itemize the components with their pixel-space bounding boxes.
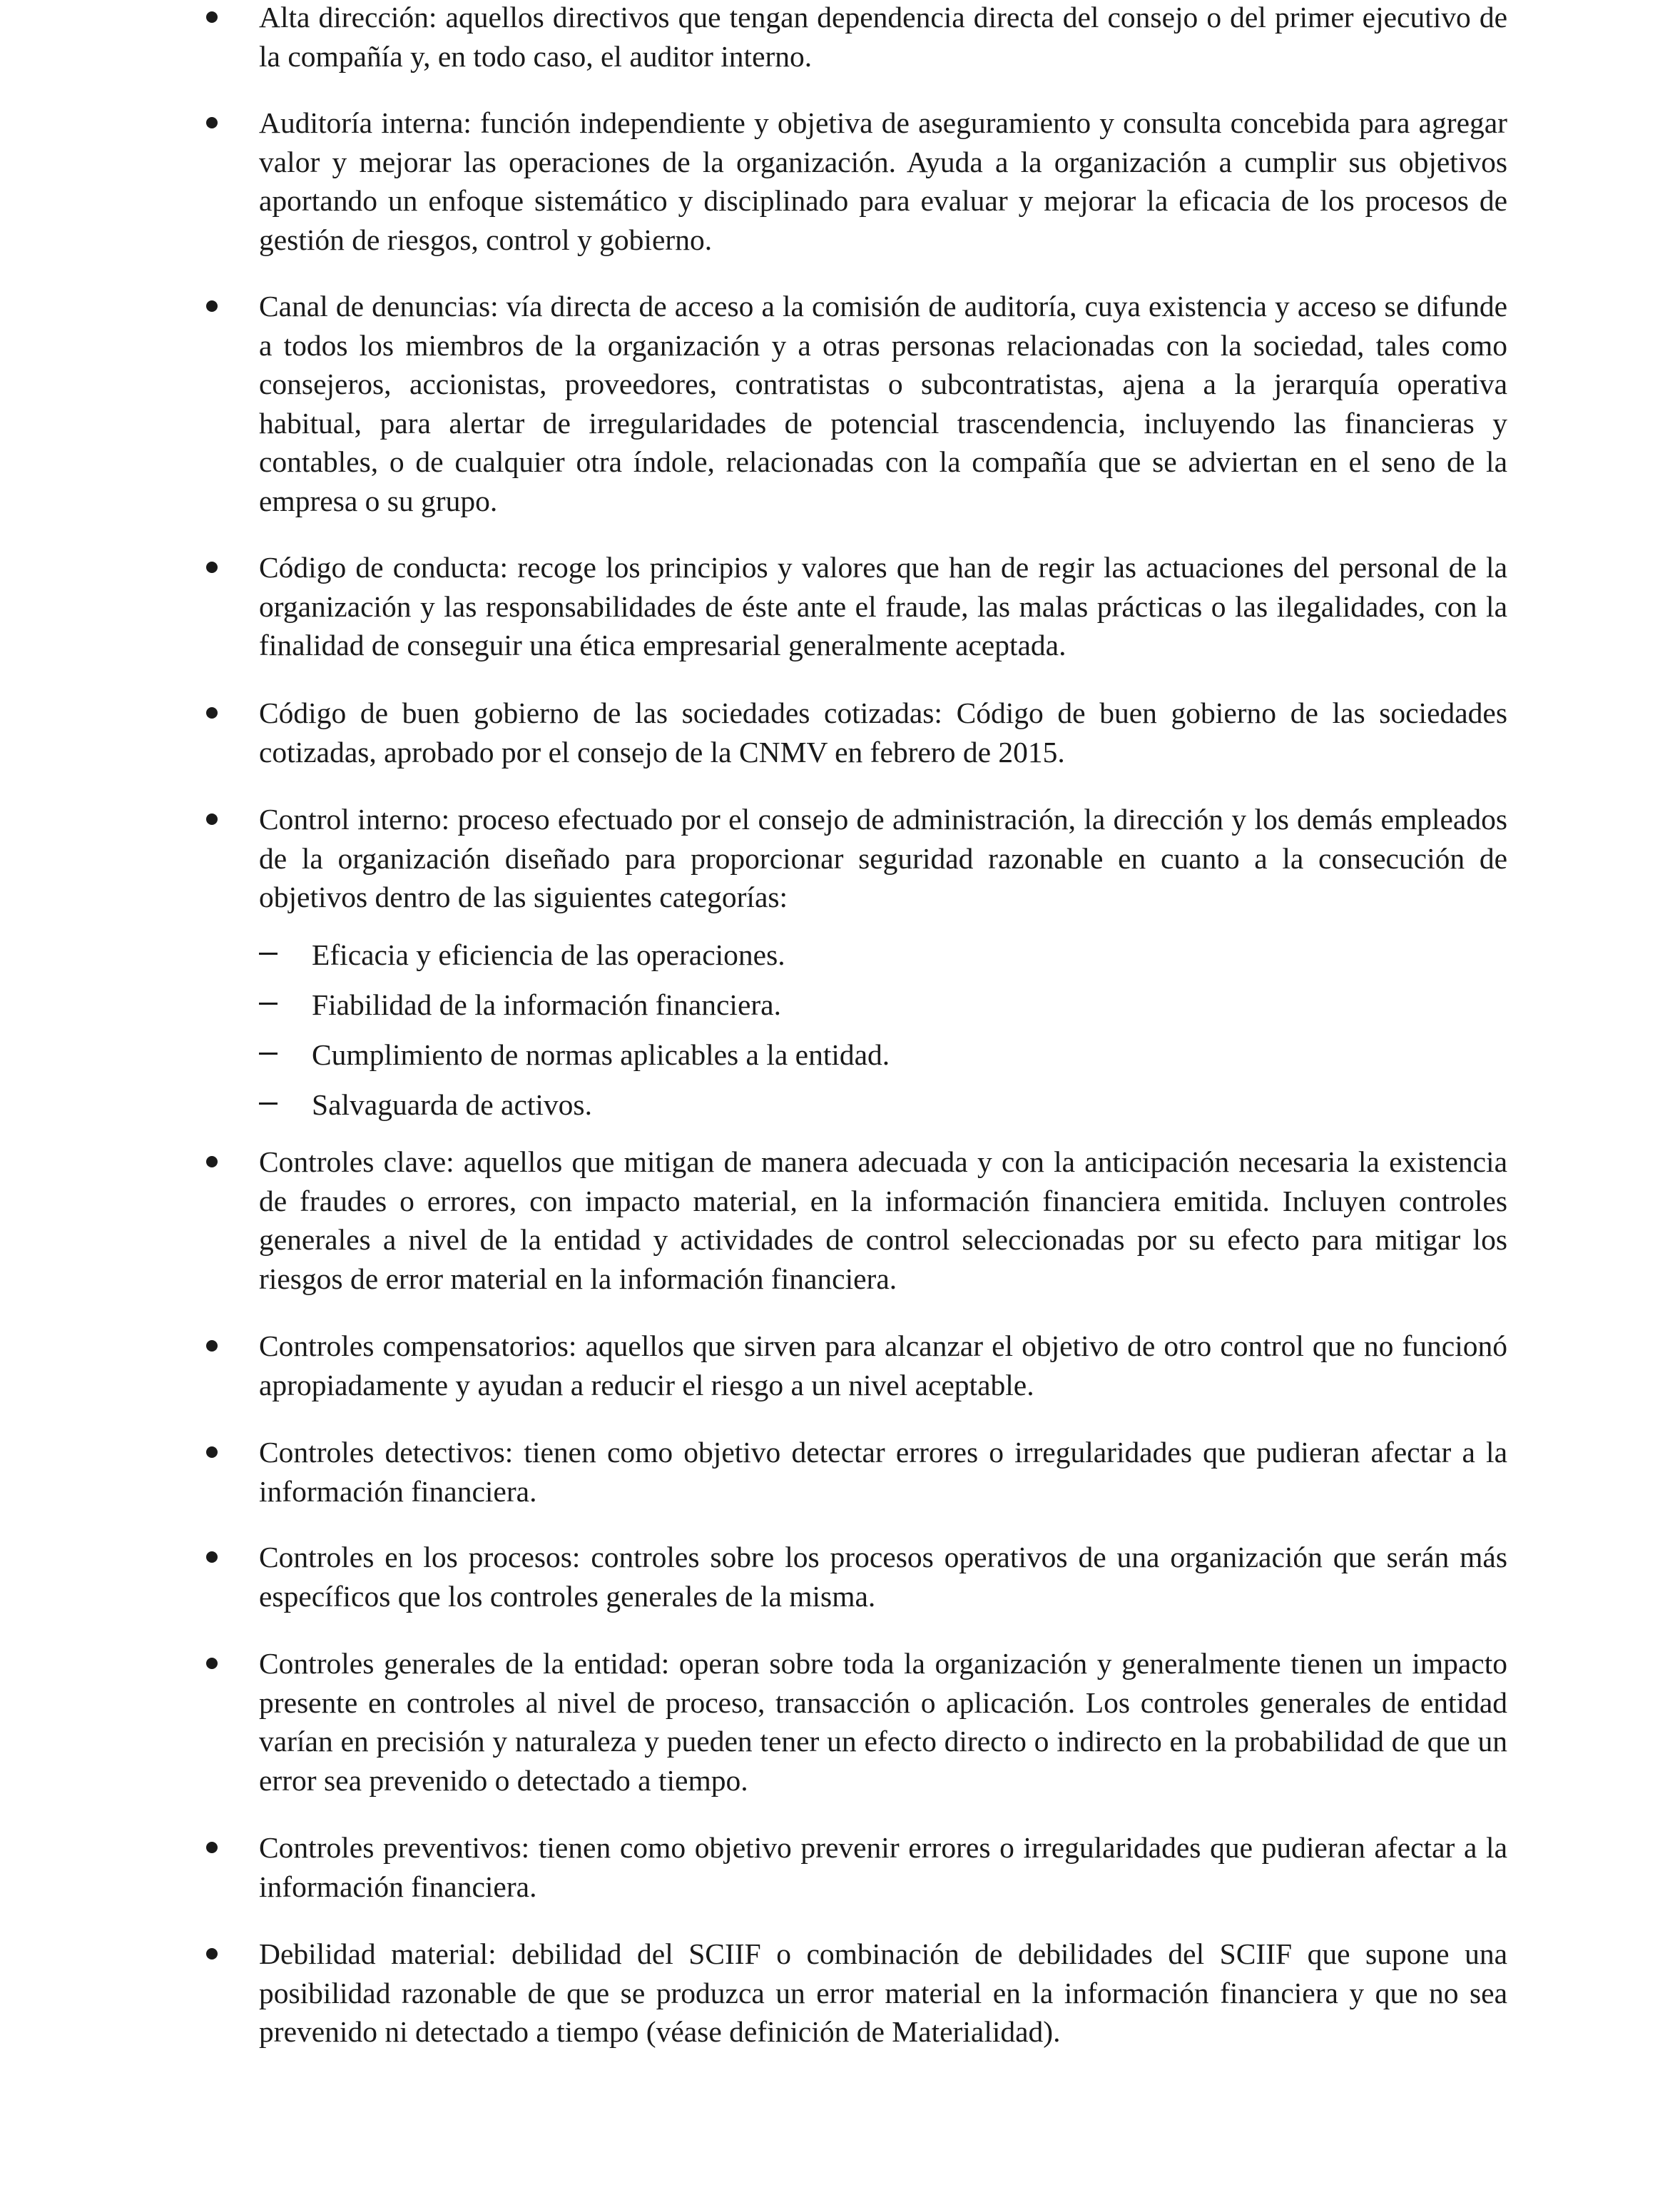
bullet-icon xyxy=(206,1446,218,1458)
category-item xyxy=(0,985,1680,1025)
bullet-icon xyxy=(206,1948,218,1960)
dash-icon xyxy=(259,1102,278,1105)
dash-icon xyxy=(259,1003,278,1005)
category-item xyxy=(0,936,1680,975)
bullet-icon xyxy=(206,117,218,128)
entry-text: Auditoría interna: función independiente y objetiva de aseguramiento y consulta concebida para agregar valor y mejorar las operaciones de la organización. Ayuda a la organización a cumplir sus objetivos aportando un enfoque sistemático y disciplinado para evaluar y mejorar la eficacia de los procesos de gestión de riesgos, control y gobierno. xyxy=(259,106,1507,256)
entry-text: Controles preventivos: tienen como objetivo prevenir errores o irregularidades que pudieran afectar a la información financiera. xyxy=(259,1831,1507,1903)
category-item xyxy=(0,1085,1680,1125)
bullet-icon xyxy=(206,1658,218,1669)
bullet-icon xyxy=(206,813,218,825)
entry-text: Control interno: proceso efectuado por el consejo de administración, la dirección y los demás empleados de la organización diseñado para proporcionar seguridad razonable en cuanto a la consecución de objetivos dentro de las siguientes categorías: xyxy=(259,803,1507,913)
category-text: Fiabilidad de la información financiera. xyxy=(312,988,781,1021)
bullet-icon xyxy=(206,1551,218,1563)
entry-text: Debilidad material: debilidad del SCIIF o combinación de debilidades del SCIIF que supone una posibilidad razonable de que se produzca un error material en la información financiera y que no sea prevenido ni detectado a tiempo (véase definición de Materialidad). xyxy=(259,1937,1507,2048)
dash-icon xyxy=(259,1053,278,1055)
entry-text: Controles detectivos: tienen como objetivo detectar errores o irregularidades que pudieran afectar a la información financiera. xyxy=(259,1436,1507,1508)
entry-text: Controles compensatorios: aquellos que sirven para alcanzar el objetivo de otro control que no funcionó apropiadamente y ayudan a reducir el riesgo a un nivel aceptable. xyxy=(259,1329,1507,1401)
entry-text: Código de buen gobierno de las sociedades cotizadas: Código de buen gobierno de las sociedades cotizadas, aprobado por el consejo de la CNMV en febrero de 2015. xyxy=(259,696,1507,769)
bullet-icon xyxy=(206,11,218,23)
category-text: Cumplimiento de normas aplicables a la entidad. xyxy=(312,1038,890,1071)
bullet-icon xyxy=(206,300,218,312)
category-text: Salvaguarda de activos. xyxy=(312,1088,592,1121)
bullet-icon xyxy=(206,707,218,719)
category-text: Eficacia y eficiencia de las operaciones. xyxy=(312,938,785,971)
entry-text: Controles en los procesos: controles sobre los procesos operativos de una organización que serán más específicos que los controles generales de la misma. xyxy=(259,1541,1507,1613)
bullet-icon xyxy=(206,1842,218,1853)
entry-text: Controles generales de la entidad: operan sobre toda la organización y generalmente tienen un impacto presente en controles al nivel de proceso, transacción o aplicación. Los controles generales de entidad varían en precisión y naturaleza y pueden tener un efecto directo o indirecto en la probabilidad de que un error sea prevenido o detectado a tiempo. xyxy=(259,1647,1507,1797)
entry-text: Código de conducta: recoge los principios y valores que han de regir las actuaciones del personal de la organización y las responsabilidades de éste ante el fraude, las malas prácticas o las ilegalidades, con la finalidad de conseguir una ética empresarial generalmente aceptada. xyxy=(259,551,1507,661)
bullet-icon xyxy=(206,1156,218,1167)
bullet-icon xyxy=(206,562,218,573)
dash-icon xyxy=(259,953,278,955)
entry-text: Canal de denuncias: vía directa de acceso a la comisión de auditoría, cuya existencia y acceso se difunde a todos los miembros de la organización y a otras personas relacionadas con la sociedad, tales como consejeros, accionistas, proveedores, contratistas o subcontratistas, ajena a la jerarquía operativa habitual, para alertar de irregularidades de potencial trascendencia, incluyendo las financieras y contables, o de cualquier otra índole, relacionadas con la compañía que se adviertan en el seno de la empresa o su grupo. xyxy=(259,290,1507,517)
entry-text: Controles clave: aquellos que mitigan de manera adecuada y con la anticipación necesaria la existencia de fraudes o errores, con impacto material, en la información financiera emitida. Incluyen controles generales a nivel de la entidad y actividades de control seleccionadas por su efecto para mitigar los riesgos de error material en la información financiera. xyxy=(259,1145,1507,1295)
bullet-icon xyxy=(206,1340,218,1352)
entry-text: Alta dirección: aquellos directivos que tengan dependencia directa del consejo o del primer ejecutivo de la compañía y, en todo caso, el auditor interno. xyxy=(259,1,1507,73)
category-item xyxy=(0,1035,1680,1075)
